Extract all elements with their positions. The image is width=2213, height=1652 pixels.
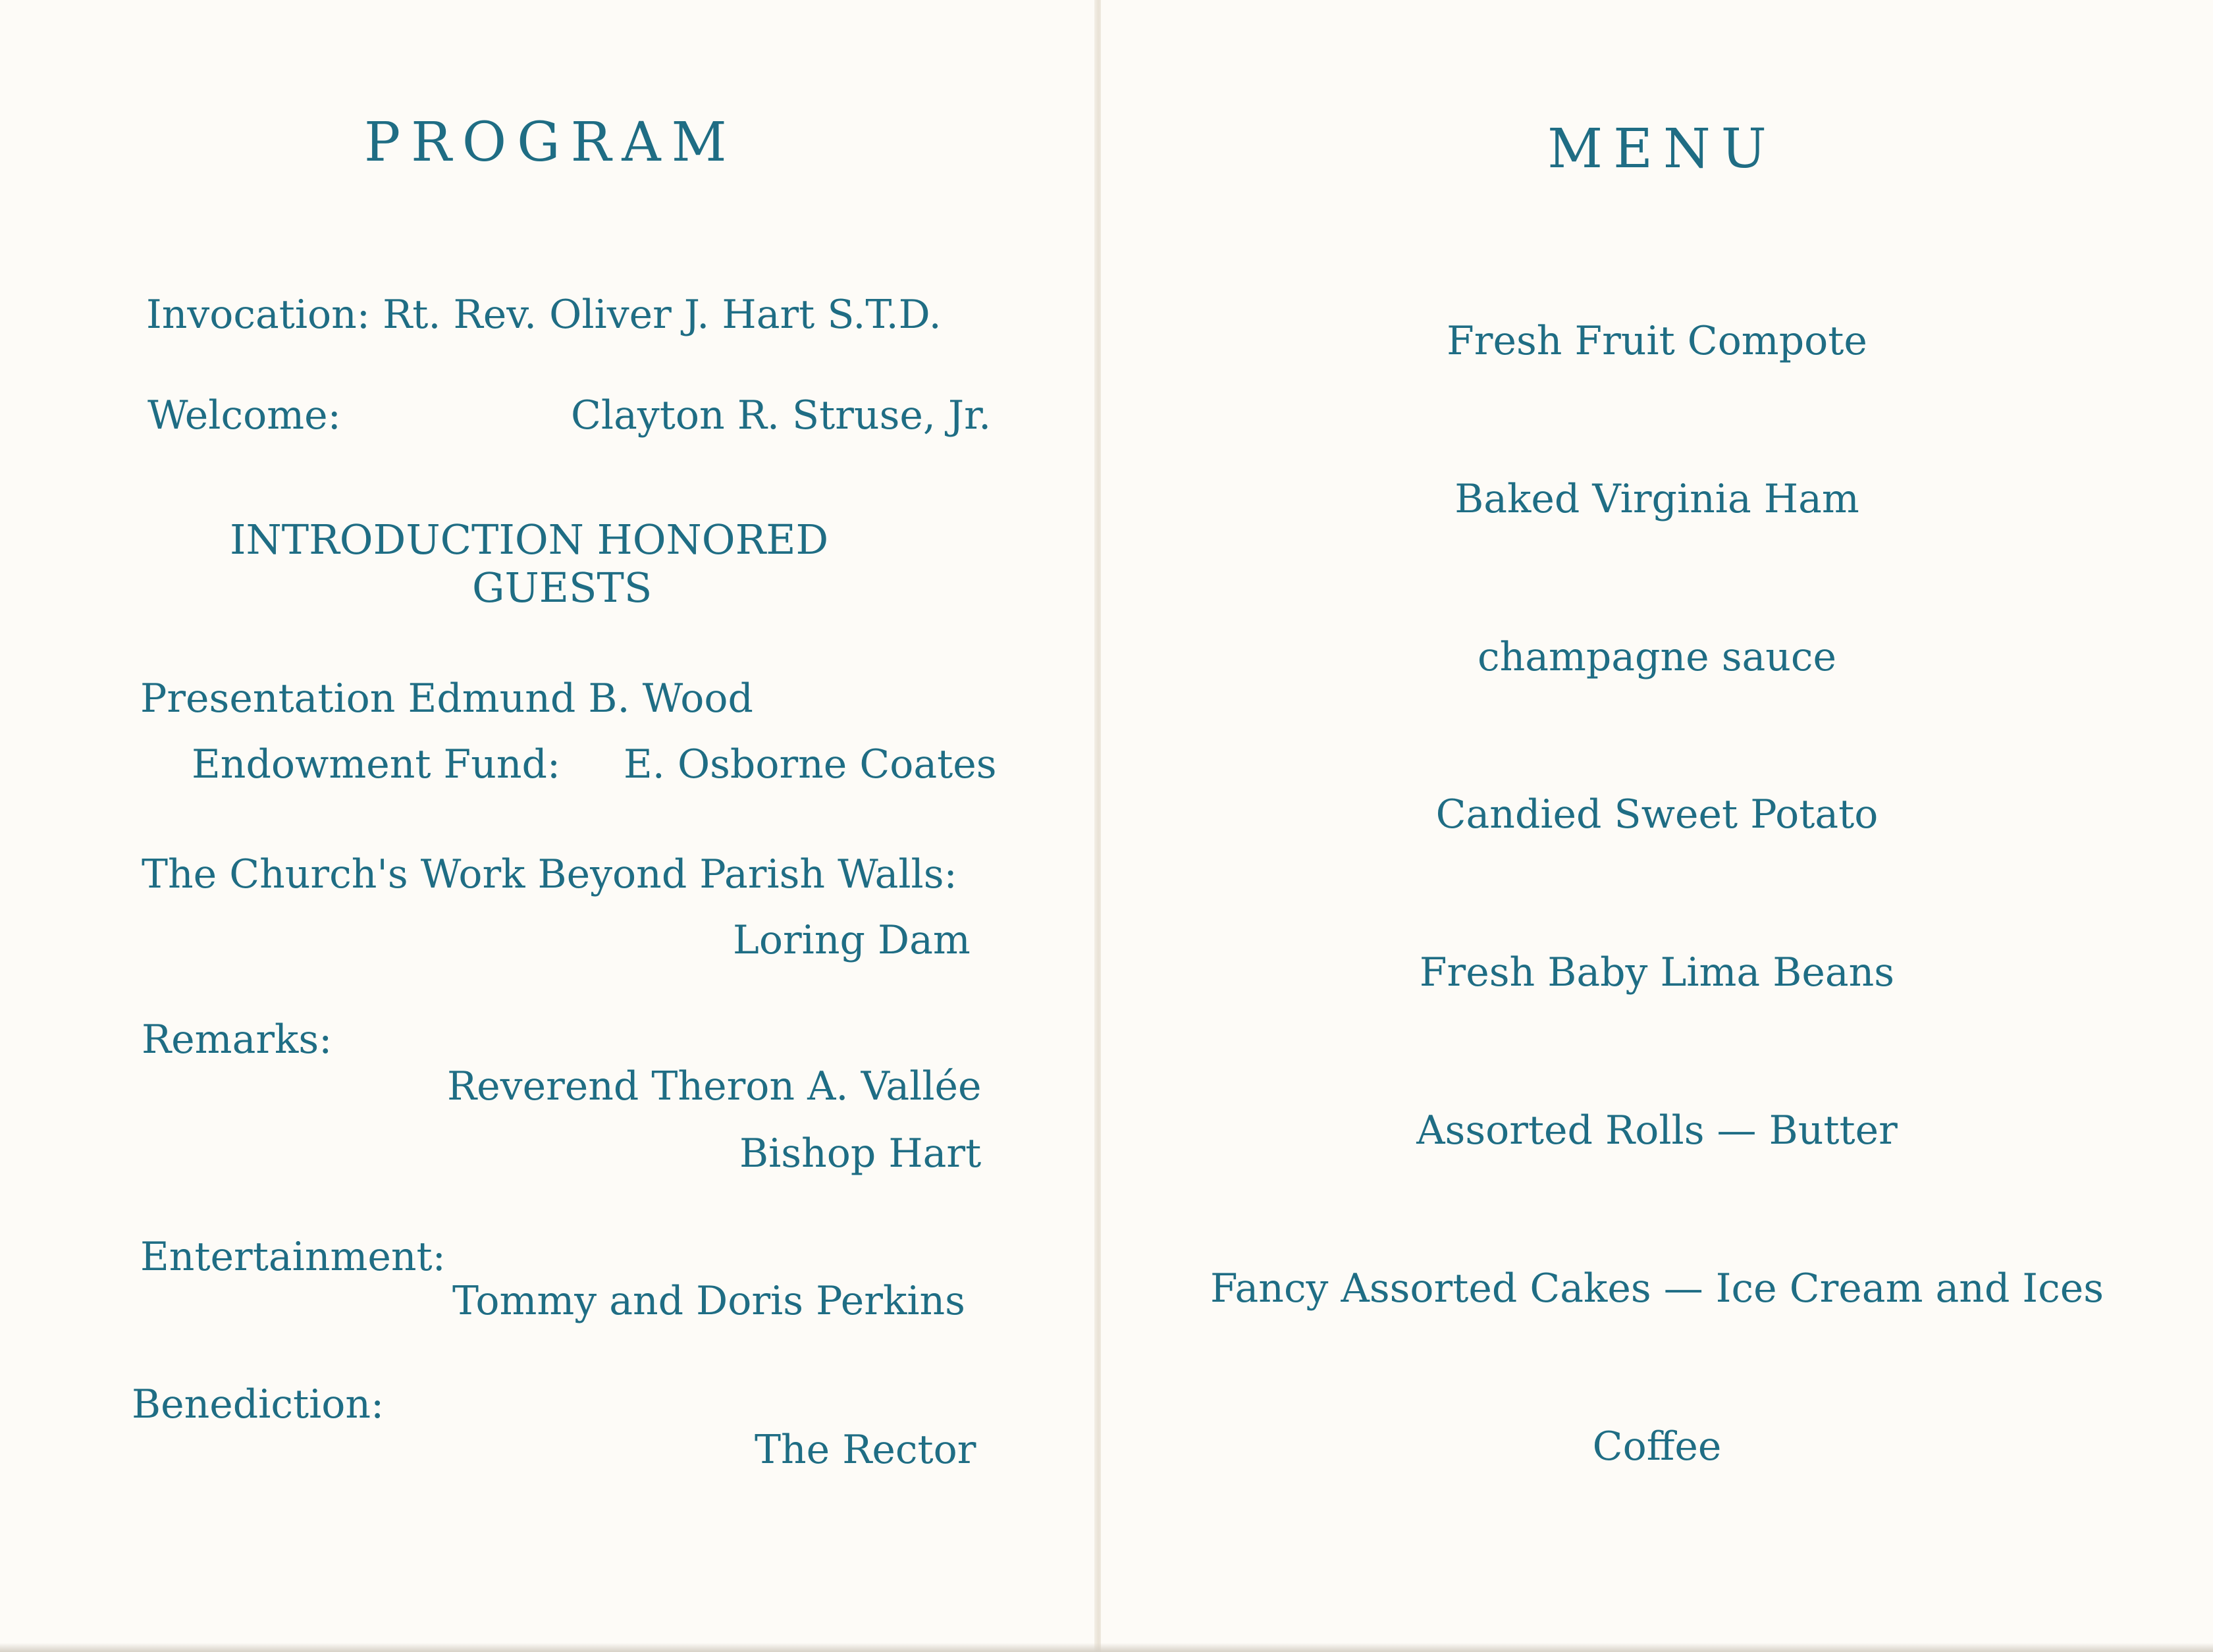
program-welcome-label: Welcome: (147, 392, 341, 439)
menu-item: Fresh Fruit Compote (1447, 318, 1867, 364)
program-intro-line2: GUESTS (472, 564, 653, 612)
program-presentation-line2: Endowment Fund: (192, 741, 561, 787)
program-presentation-name: E. Osborne Coates (624, 741, 997, 787)
menu-item: Fresh Baby Lima Beans (1419, 949, 1895, 996)
program-benediction-label: Benediction: (132, 1381, 385, 1427)
program-remarks-name2: Bishop Hart (739, 1131, 982, 1177)
program-welcome-name: Clayton R. Struse, Jr. (571, 392, 992, 439)
menu-heading: MENU (1547, 118, 1777, 180)
program-church-work-name: Loring Dam (733, 917, 971, 963)
program-invocation: Invocation: Rt. Rev. Oliver J. Hart S.T.D. (146, 292, 942, 338)
menu-page (1101, 0, 2213, 1652)
menu-item: Fancy Assorted Cakes — Ice Cream and Ices (1210, 1266, 2104, 1312)
program-entertainment-name: Tommy and Doris Perkins (452, 1278, 965, 1324)
menu-item: Baked Virginia Ham (1454, 476, 1859, 522)
page-bottom-edge (0, 1643, 2213, 1652)
program-entertainment-label: Entertainment: (140, 1234, 446, 1280)
menu-item: champagne sauce (1477, 634, 1837, 680)
program-presentation-line1: Presentation Edmund B. Wood (140, 676, 753, 722)
program-heading: PROGRAM (364, 111, 737, 174)
program-remarks-name1: Reverend Theron A. Vallée (447, 1063, 982, 1109)
program-church-work: The Church's Work Beyond Parish Walls: (142, 851, 957, 897)
program-intro-line1: INTRODUCTION HONORED (230, 516, 829, 564)
program-remarks-label: Remarks: (142, 1017, 333, 1063)
menu-item: Candied Sweet Potato (1435, 791, 1879, 838)
program-benediction-name: The Rector (755, 1427, 976, 1473)
menu-item: Coffee (1592, 1424, 1722, 1470)
menu-item: Assorted Rolls — Butter (1416, 1107, 1898, 1154)
program-page (0, 0, 1098, 1652)
